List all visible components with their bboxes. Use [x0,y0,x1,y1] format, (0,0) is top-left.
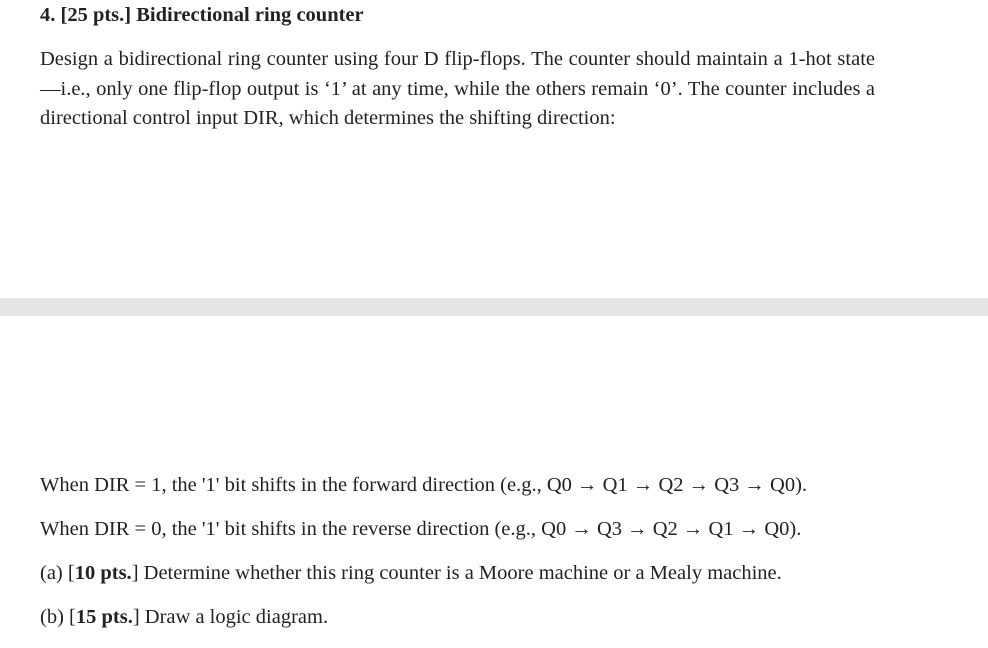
part-a-prefix: (a) [ [40,562,75,584]
page-section-top [0,0,988,298]
part-a-points: 10 pts. [74,562,132,584]
dir-reverse-description: When DIR = 0, the '1' bit shifts in the reverse direction (e.g., Q0 → Q3 → Q2 → Q1 → Q0). [40,518,802,540]
problem-intro: Design a bidirectional ring counter using four D flip-flops. The counter should maintain a 1-hot state—i.e., only one flip-flop output is ‘1’ at any time, while the others remain ‘0’. The counter includes a directional control input DIR, which determines the shifting direction: [40,48,875,129]
dir-forward-description: When DIR = 1, the '1' bit shifts in the forward direction (e.g., Q0 → Q1 → Q2 → Q3 → Q0). [40,474,808,496]
part-b-question [40,606,328,629]
part-a-question [40,562,782,585]
part-a-text: ] Determine whether this ring counter is a Moore machine or a Mealy machine. [131,562,782,584]
page-separator [0,298,988,316]
part-b-text: ] Draw a logic diagram. [132,606,329,628]
part-b-points: 15 pts. [75,606,133,628]
part-b-prefix: (b) [ [40,606,76,628]
problem-heading: 4. [25 pts.] Bidirectional ring counter [40,4,364,26]
